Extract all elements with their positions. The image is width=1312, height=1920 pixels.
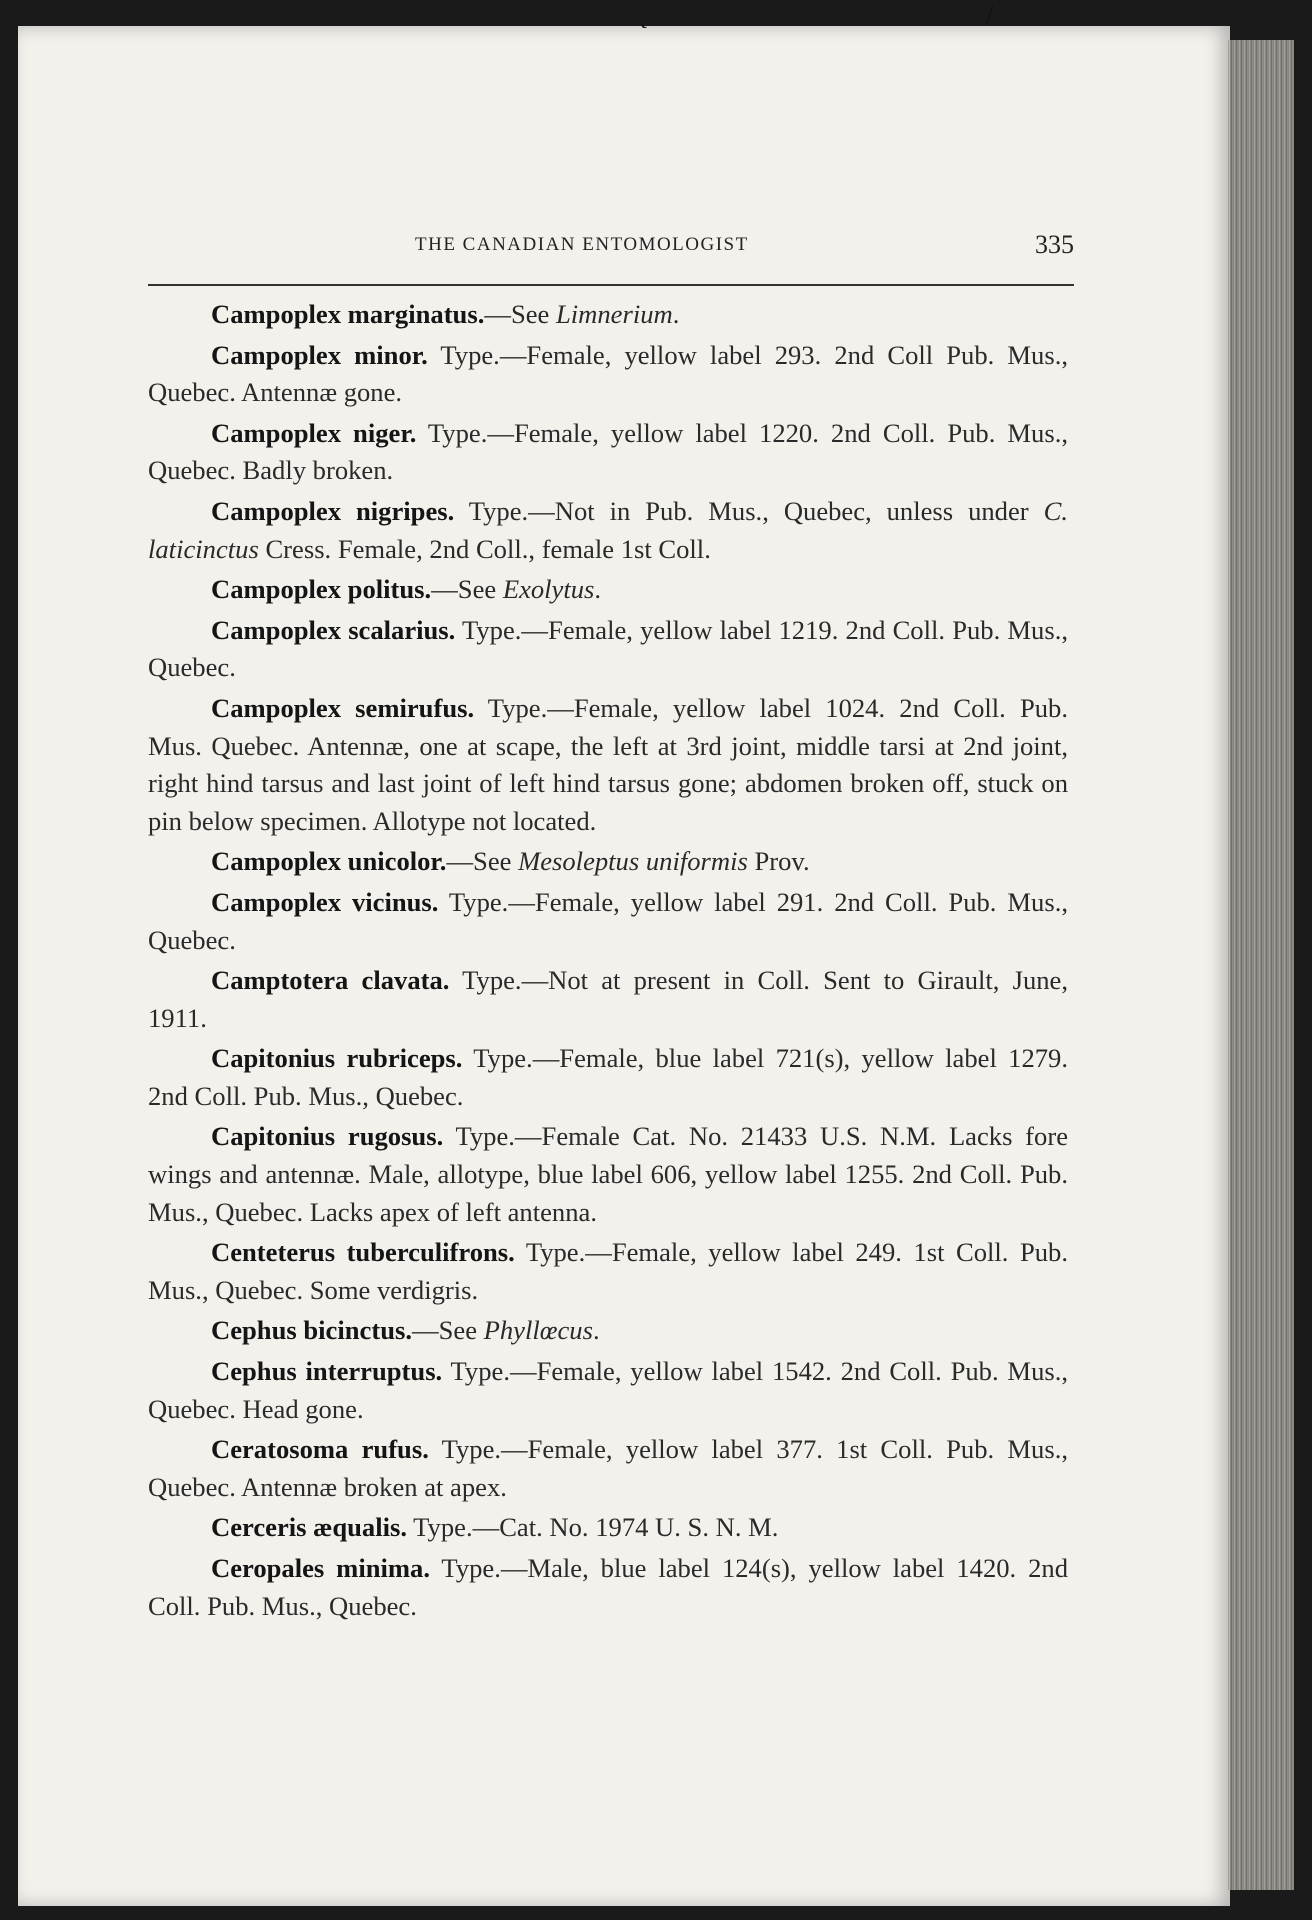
entry-text-after: Cress. Female, 2nd Coll., female 1st Coll. [258, 533, 711, 564]
species-name: Campoplex unicolor. [211, 846, 447, 877]
species-name: Capitonius rubriceps. [211, 1043, 463, 1074]
species-name: Campoplex semirufus. [211, 692, 475, 723]
entry [148, 843, 1068, 881]
entry [148, 1509, 1068, 1547]
species-name: Campoplex politus. [211, 574, 432, 605]
species-name: Cephus bicinctus. [211, 1315, 412, 1346]
cross-reference: Phyllœcus [483, 1315, 593, 1346]
entry-text: Type.—Female, blue label 721(s), yellow label 1279. 2nd Coll. Pub. Mus., Quebec. [148, 1043, 1068, 1111]
species-name: Campoplex nigripes. [211, 495, 455, 526]
cross-reference: Limnerium [555, 299, 673, 329]
entry-text: —See [431, 574, 503, 605]
entry [148, 1040, 1068, 1115]
page-number: 335 [1035, 230, 1074, 259]
entry-text-after: . [672, 299, 680, 329]
running-title: THE CANADIAN ENTOMOLOGIST [415, 234, 749, 255]
cross-reference: Exolytus [502, 574, 595, 605]
species-name: Capitonius rugosus. [211, 1121, 444, 1152]
entry-text: —See [484, 299, 556, 329]
entry [148, 962, 1068, 1037]
entry [148, 493, 1068, 568]
entry [148, 1118, 1068, 1231]
species-name: Camptotera clavata. [211, 965, 450, 996]
entry-text-after: . [592, 1315, 600, 1346]
species-name: Campoplex marginatus. [211, 299, 485, 329]
entry [148, 1431, 1068, 1506]
entry [148, 612, 1068, 687]
entry [148, 1234, 1068, 1309]
entry-text: Type.—Female, yellow label 293. 2nd Coll Pub. Mus., Quebec. Antennæ gone. [148, 339, 1068, 408]
entry-text-after: Prov. [747, 846, 810, 877]
entry [148, 884, 1068, 959]
entry-text: Type.—Female, yellow label 1220. 2nd Coll. Pub. Mus., Quebec. Badly broken. [148, 417, 1068, 486]
entry [148, 571, 1068, 609]
entry-text: Type.—Not at present in Coll. Sent to Girault, June, 1911. [148, 965, 1069, 1033]
entry-text: Type.—Female, yellow label 249. 1st Coll. Pub. Mus., Quebec. Some verdigris. [148, 1237, 1068, 1305]
entry-text: Type.—Female, yellow label 377. 1st Coll. Pub. Mus., Quebec. Antennæ broken at apex. [148, 1434, 1068, 1502]
entry [148, 296, 1068, 334]
scan-mark: ˛ [640, 0, 649, 29]
entry [148, 1550, 1068, 1625]
entry-text: Type.—Female, yellow label 1219. 2nd Coll. Pub. Mus., Quebec. [148, 614, 1068, 683]
species-name: Campoplex vicinus. [211, 886, 439, 917]
entry-text: Type.—Female, yellow label 291. 2nd Coll. Pub. Mus., Quebec. [148, 886, 1068, 955]
entry [148, 337, 1068, 412]
species-name: Campoplex minor. [211, 339, 428, 370]
entry-text: Type.—Cat. No. 1974 U. S. N. M. [407, 1512, 779, 1543]
species-name: Campoplex scalarius. [211, 614, 456, 645]
entry [148, 1353, 1068, 1428]
entry-text: —See [412, 1315, 484, 1346]
page-edges [1228, 40, 1294, 1890]
cross-reference: Mesoleptus uniformis [518, 846, 748, 877]
entry-text: Type.—Female, yellow label 1542. 2nd Coll. Pub. Mus., Quebec. Head gone. [148, 1356, 1069, 1424]
entry-text: Type.—Male, blue label 124(s), yellow label 1420. 2nd Coll. Pub. Mus., Quebec. [148, 1553, 1068, 1621]
entry-text: —See [446, 846, 519, 877]
entry [148, 690, 1068, 840]
page-header [148, 224, 1074, 286]
entry-text-after: . [594, 574, 602, 605]
entry [148, 415, 1068, 490]
species-name: Ceratosoma rufus. [211, 1434, 429, 1465]
scan-mark: / [986, 0, 994, 29]
species-name: Cerceris æqualis. [211, 1512, 407, 1543]
entry-text: Type.—Female Cat. No. 21433 U.S. N.M. Lacks fore wings and antennæ. Male, allotype, blue label 606, yellow label 1255. 2nd Coll. Pub. Mus., Quebec. Lacks apex of left antenna. [148, 1121, 1068, 1227]
entry-list [148, 296, 1068, 1625]
cross-reference: C. laticinctus [148, 495, 1068, 564]
species-name: Centeterus tuberculifrons. [211, 1237, 515, 1268]
species-name: Ceropales minima. [211, 1553, 430, 1583]
entry [148, 1312, 1068, 1350]
entry-text: Type.—Not in Pub. Mus., Quebec, unless under [454, 495, 1044, 526]
species-name: Campoplex niger. [211, 417, 417, 448]
entry-text: Type.—Female, yellow label 1024. 2nd Coll. Pub. Mus. Quebec. Antennæ, one at scape, the left at 3rd joint, middle tarsi at 2nd joint, right hind tarsus and last joint of left hind tarsus gone; abdomen broken off, stuck on pin below specimen. Allotype not located. [148, 692, 1068, 836]
species-name: Cephus interruptus. [211, 1356, 443, 1387]
